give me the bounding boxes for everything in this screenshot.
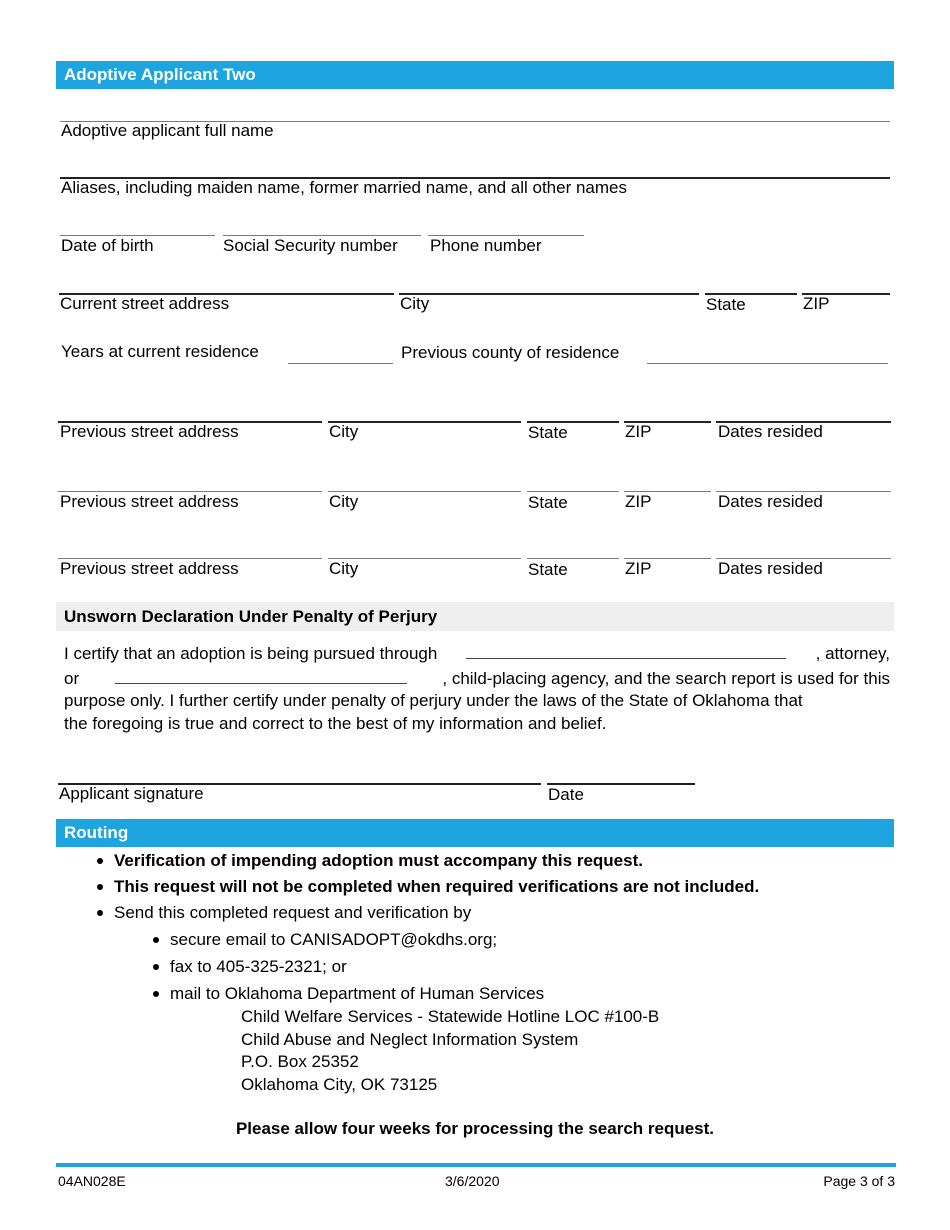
prev-state-label: State: [528, 560, 568, 579]
routing-sub-email: [170, 930, 497, 950]
prev-street-field[interactable]: [58, 470, 322, 492]
aliases-field[interactable]: [60, 156, 890, 178]
dob-label: Date of birth: [61, 236, 154, 255]
address-line: Child Abuse and Neglect Information System: [241, 1029, 579, 1049]
full-name-label: Adoptive applicant full name: [61, 121, 274, 140]
prev-city-label: City: [329, 559, 359, 578]
routing-bullet-verification: [114, 851, 643, 871]
declaration-line1-start: I certify that an adoption is being pursued through: [64, 644, 438, 663]
prev-zip-label: ZIP: [625, 559, 652, 578]
mailing-address: [241, 1006, 659, 1096]
prev-state-field[interactable]: [527, 400, 619, 422]
city-underline: [399, 293, 699, 295]
ssn-field[interactable]: [223, 214, 421, 236]
agency-field[interactable]: [115, 666, 407, 684]
prev-street-label: Previous street address: [60, 422, 239, 441]
declaration-line3: purpose only. I further certify under penalty of perjury under the laws of the State of Oklahoma that: [64, 691, 803, 710]
bullet-icon: [97, 884, 103, 890]
routing-bullet-text: Send this completed request and verification by: [114, 903, 472, 922]
street-field[interactable]: [59, 272, 394, 294]
declaration-text: [64, 641, 890, 735]
declaration-line2-start: or: [64, 668, 80, 688]
declaration-line4: the foregoing is true and correct to the best of my information and belief.: [64, 713, 607, 733]
routing-sub-text: mail to Oklahoma Department of Human Services: [170, 984, 545, 1003]
prev-zip-field[interactable]: [624, 400, 711, 422]
bullet-icon: [153, 991, 159, 997]
prev-street-field[interactable]: [58, 537, 322, 559]
bullet-icon: [97, 858, 103, 864]
prev-state-field[interactable]: [527, 470, 619, 492]
bullet-icon: [97, 910, 103, 916]
prev-state-underline: [527, 558, 619, 559]
city-label: City: [400, 294, 430, 313]
prev-street-field[interactable]: [58, 400, 322, 422]
prev-city-label: City: [329, 422, 359, 441]
routing-sub-mail: [170, 984, 544, 1004]
prev-county-field[interactable]: [647, 342, 888, 364]
form-number: 04AN028E: [58, 1173, 126, 1189]
street-label: Current street address: [60, 294, 230, 313]
processing-note: Please allow four weeks for processing the search request.: [235, 1119, 715, 1138]
routing-sub-text: fax to 405-325-2321; or: [170, 957, 347, 976]
bullet-icon: [153, 964, 159, 970]
prev-zip-field[interactable]: [624, 537, 711, 559]
address-line: Child Welfare Services - Statewide Hotline LOC #100-B: [241, 1007, 660, 1026]
prev-county-label: Previous county of residence: [401, 343, 620, 362]
address-line: Oklahoma City, OK 73125: [241, 1074, 438, 1094]
prev-dates-label: Dates resided: [718, 492, 823, 511]
signature-field[interactable]: [58, 762, 541, 784]
prev-dates-field[interactable]: [716, 400, 891, 422]
prev-zip-label: ZIP: [625, 492, 652, 511]
prev-county-underline: [647, 363, 888, 364]
prev-street-label: Previous street address: [60, 559, 239, 578]
prev-dates-field[interactable]: [716, 537, 891, 559]
routing-bullet-send: [114, 903, 471, 923]
prev-zip-field[interactable]: [624, 470, 711, 492]
dob-field[interactable]: [60, 214, 215, 236]
section-header-applicant-two: Adoptive Applicant Two: [56, 61, 894, 89]
prev-state-label: State: [528, 423, 568, 442]
prev-state-underline: [527, 491, 619, 492]
prev-city-field[interactable]: [328, 400, 521, 422]
routing-sub-text: secure email to CANISADOPT@okdhs.org;: [170, 930, 498, 949]
prev-zip-label: ZIP: [625, 422, 652, 441]
state-label: State: [706, 295, 746, 314]
routing-bullet-text: Verification of impending adoption must accompany this request.: [114, 851, 643, 870]
years-field[interactable]: [288, 342, 393, 364]
section-header-routing: Routing: [56, 819, 894, 847]
state-field[interactable]: [705, 272, 797, 294]
prev-state-field[interactable]: [527, 537, 619, 559]
aliases-label: Aliases, including maiden name, former married name, and all other names: [61, 178, 627, 197]
city-field[interactable]: [399, 272, 699, 294]
routing-bullet-text: This request will not be completed when required verifications are not included.: [114, 877, 760, 896]
signature-label: Applicant signature: [59, 784, 204, 803]
prev-state-label: State: [528, 493, 568, 512]
prev-dates-field[interactable]: [716, 470, 891, 492]
routing-bullet-not-completed: [114, 877, 759, 897]
ssn-label: Social Security number: [223, 236, 398, 255]
declaration-line1-end: , attorney,: [815, 644, 890, 663]
date-field[interactable]: [547, 762, 695, 784]
prev-city-field[interactable]: [328, 537, 521, 559]
years-label: Years at current residence: [61, 342, 259, 361]
bullet-icon: [153, 937, 159, 943]
prev-dates-label: Dates resided: [718, 559, 823, 578]
page-number: Page 3 of 3: [823, 1173, 895, 1189]
prev-city-field[interactable]: [328, 470, 521, 492]
phone-field[interactable]: [428, 214, 584, 236]
section-header-declaration: Unsworn Declaration Under Penalty of Perjury: [56, 602, 894, 631]
zip-field[interactable]: [802, 272, 890, 294]
address-line: P.O. Box 25352: [241, 1052, 359, 1071]
footer-rule: [56, 1163, 896, 1167]
date-label: Date: [548, 785, 584, 804]
prev-street-label: Previous street address: [60, 492, 239, 511]
prev-city-label: City: [329, 492, 359, 511]
declaration-line2-end: , child-placing agency, and the search report is used for this: [442, 668, 890, 688]
prev-dates-label: Dates resided: [718, 422, 823, 441]
attorney-field[interactable]: [466, 641, 786, 659]
zip-label: ZIP: [803, 294, 830, 313]
phone-label: Phone number: [430, 236, 542, 255]
routing-sub-fax: [170, 957, 347, 977]
years-underline: [288, 363, 393, 364]
form-date: 3/6/2020: [445, 1173, 500, 1189]
